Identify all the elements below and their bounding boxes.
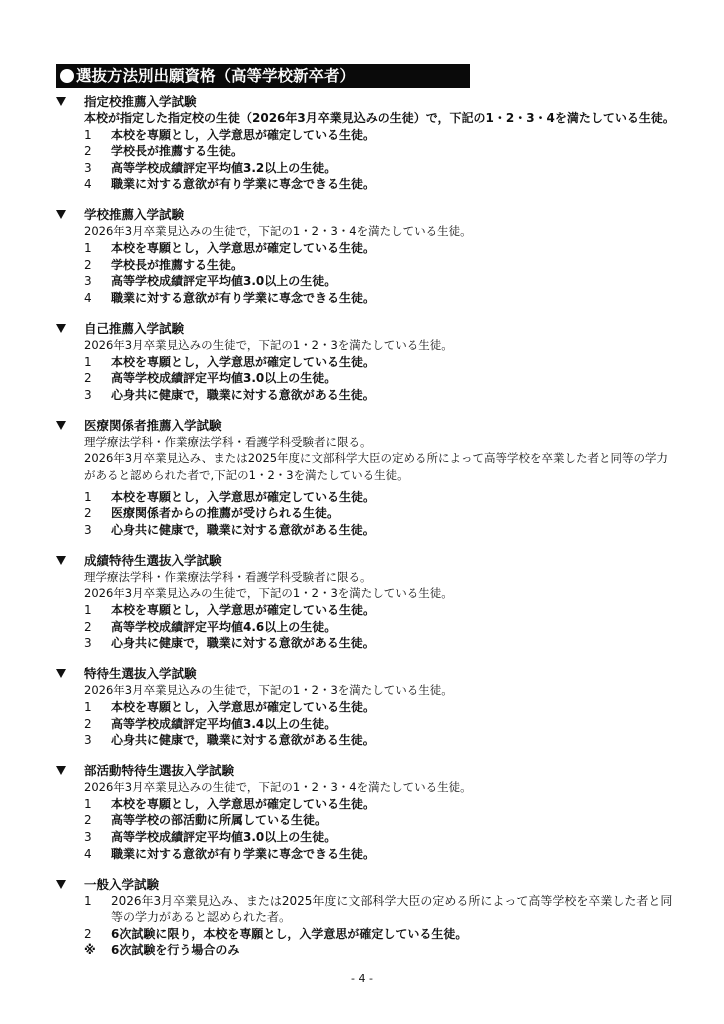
section-title-text: 成績特待生選抜入学試験 [84, 552, 222, 568]
list-item [84, 273, 676, 290]
section-club-scholarship [56, 763, 676, 862]
item-number: 2 [84, 506, 92, 521]
list-item [84, 160, 676, 177]
list-item [84, 635, 676, 652]
section-title [56, 553, 676, 569]
item-text: 医療関係者からの推薦が受けられる生徒。 [111, 506, 340, 521]
section-header-bar [56, 64, 470, 88]
item-text: 学校長が推薦する生徒。 [111, 144, 244, 159]
item-text: 2026年3月卒業見込み、または2025年度に文部科学大臣の定める所によって高等学校を卒業した者と同等の学力があると認められた者。 [111, 893, 673, 925]
section-title-text: 特待生選抜入学試験 [84, 666, 197, 682]
item-number: 3 [84, 160, 92, 175]
item-text: 心身共に健康で，職業に対する意欲がある生徒。 [111, 387, 375, 402]
section-description: 2026年3月卒業見込みの生徒で，下記の1・2・3・4を満たしている生徒。 [84, 780, 472, 795]
item-number: 1 [84, 893, 92, 908]
item-number: 4 [84, 846, 92, 861]
section-title [56, 877, 676, 893]
item-number: 3 [84, 733, 92, 748]
page-number: - 4 - [351, 972, 373, 985]
triangle-down-icon [56, 556, 66, 565]
item-text: 高等学校の部活動に所属している生徒。 [111, 813, 328, 828]
item-text: 職業に対する意欲が有り学業に専念できる生徒。 [111, 290, 376, 305]
requirement-list [56, 796, 676, 862]
list-item [84, 699, 676, 716]
item-text: 高等学校成績評定平均値4.6以上の生徒。 [111, 619, 337, 634]
section-title [56, 418, 676, 434]
item-text: 本校を専願とし，入学意思が確定している生徒。 [111, 603, 376, 618]
item-text: 高等学校成績評定平均値3.0以上の生徒。 [111, 371, 337, 386]
item-number: 2 [84, 619, 92, 634]
section-self-recommendation [56, 321, 676, 403]
item-text: 職業に対する意欲が有り学業に専念できる生徒。 [111, 846, 376, 861]
list-item [84, 716, 676, 733]
item-text: 本校を専願とし，入学意思が確定している生徒。 [111, 796, 376, 811]
section-description: 本校が指定した指定校の生徒（2026年3月卒業見込みの生徒）で，下記の1・2・3・4を満たしている生徒。 [84, 111, 675, 125]
list-item [84, 926, 676, 943]
item-number: 3 [84, 636, 92, 651]
item-number: 2 [84, 257, 92, 272]
list-item [84, 240, 676, 257]
item-number: 1 [84, 699, 92, 714]
item-text: 本校を専願とし，入学意思が確定している生徒。 [111, 354, 376, 369]
section-title-text: 自己推薦入学試験 [84, 320, 185, 336]
section-scholarship [56, 666, 676, 748]
section-restriction: 理学療法学科・作業療法学科・看護学科受験者に限る。 [84, 434, 372, 449]
list-item [84, 732, 676, 749]
list-item [84, 143, 676, 160]
section-title-text: 学校推薦入学試験 [84, 207, 185, 223]
bullet-circle-icon [60, 69, 74, 83]
list-item [84, 619, 676, 636]
item-number: 1 [84, 796, 92, 811]
triangle-down-icon [56, 210, 66, 219]
item-text: 本校を専願とし，入学意思が確定している生徒。 [111, 241, 376, 256]
requirement-list [56, 489, 676, 539]
section-academic-scholarship [56, 553, 676, 652]
item-text: 高等学校成績評定平均値3.0以上の生徒。 [111, 830, 337, 844]
item-text: 高等学校成績評定平均値3.0以上の生徒。 [111, 274, 337, 289]
item-text: 本校を専願とし，入学意思が確定している生徒。 [111, 127, 376, 142]
triangle-down-icon [56, 421, 66, 430]
triangle-down-icon [56, 324, 66, 333]
list-item [84, 522, 676, 539]
requirement-list [56, 602, 676, 652]
section-medical-recommendation [56, 418, 676, 539]
list-item [84, 796, 676, 813]
item-number: 4 [84, 177, 92, 192]
item-text: 職業に対する意欲が有り学業に専念できる生徒。 [111, 177, 376, 192]
section-restriction: 理学療法学科・作業療法学科・看護学科受験者に限る。 [84, 569, 372, 584]
list-item [84, 505, 676, 522]
list-item [84, 846, 676, 863]
item-number: 2 [84, 371, 92, 386]
section-title [56, 321, 676, 337]
item-number: 3 [84, 830, 92, 844]
list-item [84, 829, 676, 846]
section-description: 2026年3月卒業見込みの生徒で，下記の1・2・3・4を満たしている生徒。 [84, 224, 472, 239]
list-item [84, 354, 676, 371]
item-text: 心身共に健康で，職業に対する意欲がある生徒。 [111, 636, 375, 651]
item-number: 3 [84, 522, 92, 537]
list-item [84, 812, 676, 829]
list-item [84, 942, 676, 959]
section-title [56, 207, 676, 223]
item-text: 6次試験に限り，本校を専願とし，入学意思が確定している生徒。 [111, 926, 468, 941]
item-text: 6次試験を行う場合のみ [111, 943, 240, 958]
list-item [84, 387, 676, 404]
item-number: 1 [84, 603, 92, 618]
list-item [84, 176, 676, 193]
item-number: 1 [84, 489, 92, 504]
section-title [56, 94, 676, 110]
section-general-exam [56, 877, 676, 959]
section-title [56, 763, 676, 779]
list-item [84, 893, 676, 926]
section-title [56, 666, 676, 682]
header-title: 選抜方法別出願資格（高等学校新卒者） [76, 67, 356, 85]
list-item [84, 370, 676, 387]
item-text: 高等学校成績評定平均値3.4以上の生徒。 [111, 716, 337, 731]
section-description: 2026年3月卒業見込みの生徒で，下記の1・2・3を満たしている生徒。 [84, 683, 453, 698]
list-item [84, 489, 676, 506]
item-text: 高等学校成績評定平均値3.2以上の生徒。 [111, 160, 337, 175]
triangle-down-icon [56, 97, 66, 106]
item-number: 1 [84, 354, 92, 369]
requirement-list [56, 699, 676, 749]
triangle-down-icon [56, 669, 66, 678]
section-title-text: 部活動特待生選抜入学試験 [84, 763, 235, 779]
item-text: 学校長が推薦する生徒。 [111, 257, 244, 272]
triangle-down-icon [56, 766, 66, 775]
item-number: 2 [84, 716, 92, 731]
requirement-list [56, 240, 676, 306]
item-number: 4 [84, 290, 92, 305]
list-item [84, 602, 676, 619]
item-number: 1 [84, 127, 92, 142]
item-number: 2 [84, 144, 92, 159]
list-item [84, 127, 676, 144]
section-description: 2026年3月卒業見込み、または2025年度に文部科学大臣の定める所によって高等学校を卒業した者と同等の学力があると認められた者で,下記の1・2・3を満たしている生徒。 [84, 451, 669, 482]
section-school-recommendation [56, 207, 676, 306]
requirement-list [56, 127, 676, 193]
item-number: 3 [84, 387, 92, 402]
item-text: 心身共に健康で，職業に対する意欲がある生徒。 [111, 522, 375, 537]
requirement-list [56, 893, 676, 959]
section-description: 2026年3月卒業見込みの生徒で，下記の1・2・3を満たしている生徒。 [84, 337, 453, 352]
section-title-text: 医療関係者推薦入学試験 [84, 417, 222, 433]
section-designated-school [56, 94, 676, 193]
item-number: ※ [84, 943, 96, 958]
section-description: 2026年3月卒業見込みの生徒で，下記の1・2・3を満たしている生徒。 [84, 586, 453, 601]
requirement-list [56, 354, 676, 404]
content-area [56, 94, 676, 974]
triangle-down-icon [56, 880, 66, 889]
item-number: 2 [84, 926, 92, 941]
section-title-text: 一般入学試験 [84, 876, 160, 892]
section-title-text: 指定校推薦入学試験 [84, 94, 197, 109]
item-number: 2 [84, 813, 92, 828]
item-number: 3 [84, 274, 92, 289]
item-text: 本校を専願とし，入学意思が確定している生徒。 [111, 699, 376, 714]
item-text: 本校を専願とし，入学意思が確定している生徒。 [111, 489, 376, 504]
item-text: 心身共に健康で，職業に対する意欲がある生徒。 [111, 733, 375, 748]
item-number: 1 [84, 241, 92, 256]
list-item [84, 257, 676, 274]
list-item [84, 290, 676, 307]
